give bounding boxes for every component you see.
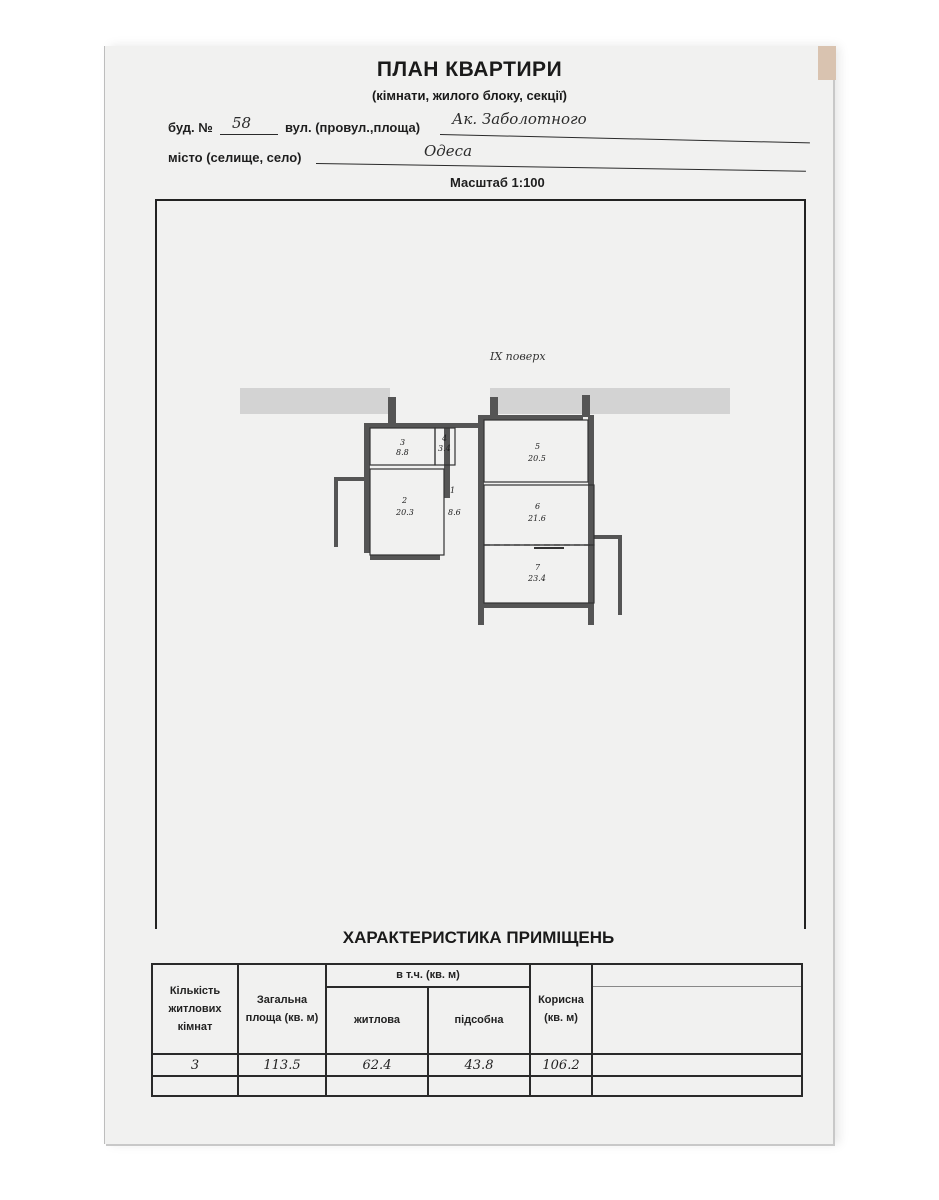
value-living: 62.4 [326,1054,428,1076]
city-label: місто (селище, село) [168,150,302,165]
document-subtitle: (кімнати, жилого блоку, секції) [371,88,568,103]
characteristics-title: ХАРАКТЕРИСТИКА ПРИМІЩЕНЬ [342,928,615,947]
header-incl: в т.ч. (кв. м) [326,964,530,987]
header-living: житлова [326,987,428,1055]
room-6-area: 21.6 [528,514,546,523]
room-3-number: 3 [400,438,406,447]
empty-row-cell [530,1076,592,1096]
value-rooms-count: 3 [152,1054,238,1076]
empty-row-cell [428,1076,530,1096]
blank-cell-1 [592,964,802,987]
floor-label: IX поверх [490,350,546,363]
empty-row-cell [152,1076,238,1096]
room-2-area: 20.3 [396,508,414,517]
room-3-area: 8.8 [396,448,409,457]
building-value: 58 [232,114,252,132]
room-1-number: 1 [450,486,456,495]
document-title: ПЛАН КВАРТИРИ [376,58,563,81]
room-2-number: 2 [402,496,408,505]
room-4-area: 3.4 [438,444,451,453]
street-label: вул. (провул.,площа) [285,120,421,135]
room-5-area: 20.5 [528,454,546,463]
room-7-number: 7 [535,563,541,572]
floor-plan [330,385,630,645]
building-underline [220,134,278,135]
header-useful: Корисна (кв. м) [530,964,592,1054]
header-rooms-count: Кількість житлових кімнат [152,964,238,1054]
room-1-area: 8.6 [448,508,461,517]
empty-row-cell [326,1076,428,1096]
empty-row-cell [592,1076,802,1096]
value-useful: 106.2 [530,1054,592,1076]
value-total-area: 113.5 [238,1054,326,1076]
room-7-area: 23.4 [528,574,546,583]
room-4-number: 4 [442,434,448,443]
room-5-number: 5 [535,442,541,451]
blank-cell-3 [592,1054,802,1076]
header-auxiliary: підсобна [428,987,530,1055]
value-auxiliary: 43.8 [428,1054,530,1076]
empty-row-cell [238,1076,326,1096]
characteristics-table [151,963,803,1097]
city-value: Одеса [424,142,473,160]
header-total-area: Загальна площа (кв. м) [238,964,326,1054]
building-label: буд. № [168,120,213,135]
blank-cell-2 [592,987,802,1055]
room-6-number: 6 [535,502,541,511]
street-value: Ак. Заболотного [452,110,587,128]
scale-label: Масштаб 1:100 [450,175,545,190]
